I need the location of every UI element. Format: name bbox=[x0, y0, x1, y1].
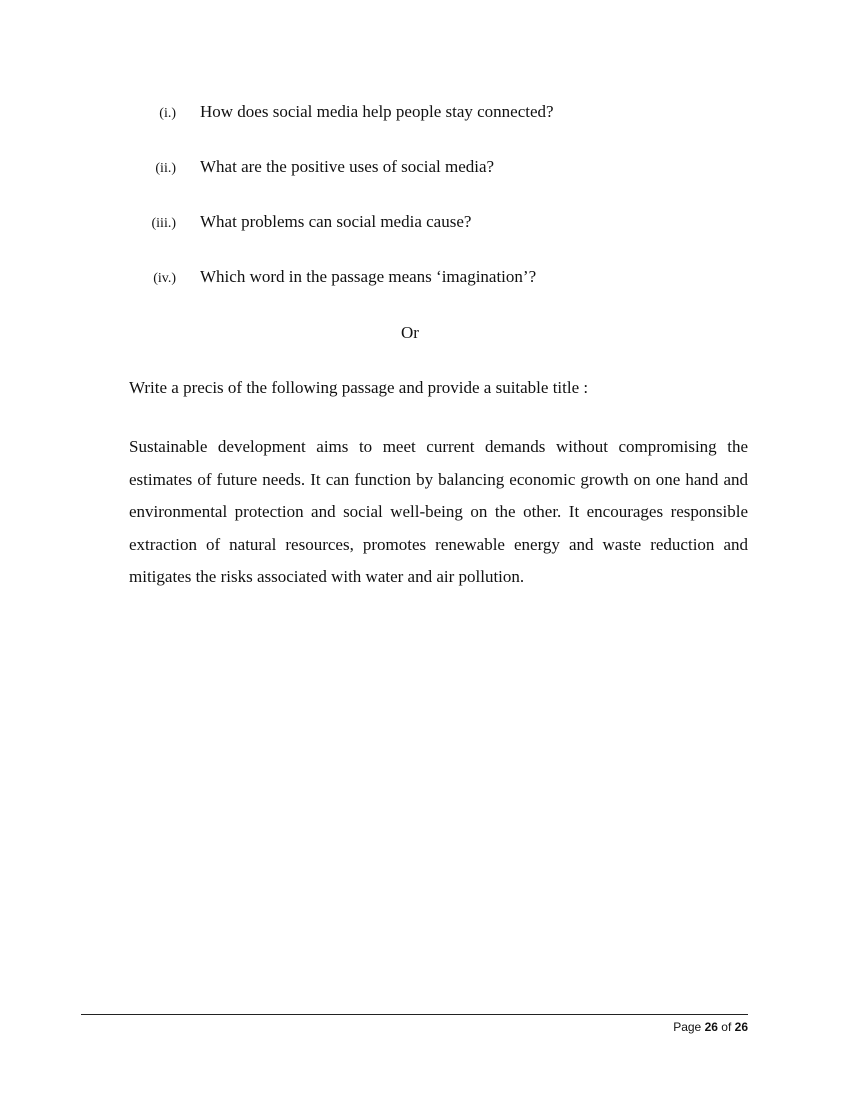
or-separator: Or bbox=[401, 323, 419, 342]
total-pages-number: 26 bbox=[734, 1020, 748, 1034]
of-label: of bbox=[721, 1020, 732, 1034]
question-text: Which word in the passage means ‘imagination’? bbox=[200, 267, 537, 286]
current-page-number: 26 bbox=[704, 1020, 718, 1034]
question-number: (iv.) bbox=[153, 271, 176, 286]
precis-instruction: Write a precis of the following passage and provide a suitable title : bbox=[129, 378, 589, 397]
page-footer bbox=[673, 1020, 748, 1034]
question-number: (ii.) bbox=[155, 161, 176, 176]
question-text: What problems can social media cause? bbox=[200, 212, 472, 231]
page-label: Page bbox=[673, 1020, 702, 1034]
question-item-2 bbox=[0, 157, 850, 181]
question-number: (i.) bbox=[159, 106, 176, 121]
question-item-3 bbox=[0, 212, 850, 236]
question-item-4 bbox=[0, 267, 850, 291]
footer-divider bbox=[81, 1014, 748, 1015]
passage-text: Sustainable development aims to meet current demands without compromising the estimates of future needs. It can function by balancing economic growth on one hand and environmental protection and social well-being on the other. It encourages responsible extraction of natural resources, promotes renewable energy and waste reduction and mitigates the risks associated with water and air pollution. bbox=[129, 437, 748, 586]
question-number: (iii.) bbox=[151, 216, 176, 231]
question-item-1 bbox=[0, 102, 850, 126]
question-text: How does social media help people stay connected? bbox=[200, 102, 554, 121]
question-text: What are the positive uses of social media? bbox=[200, 157, 495, 176]
